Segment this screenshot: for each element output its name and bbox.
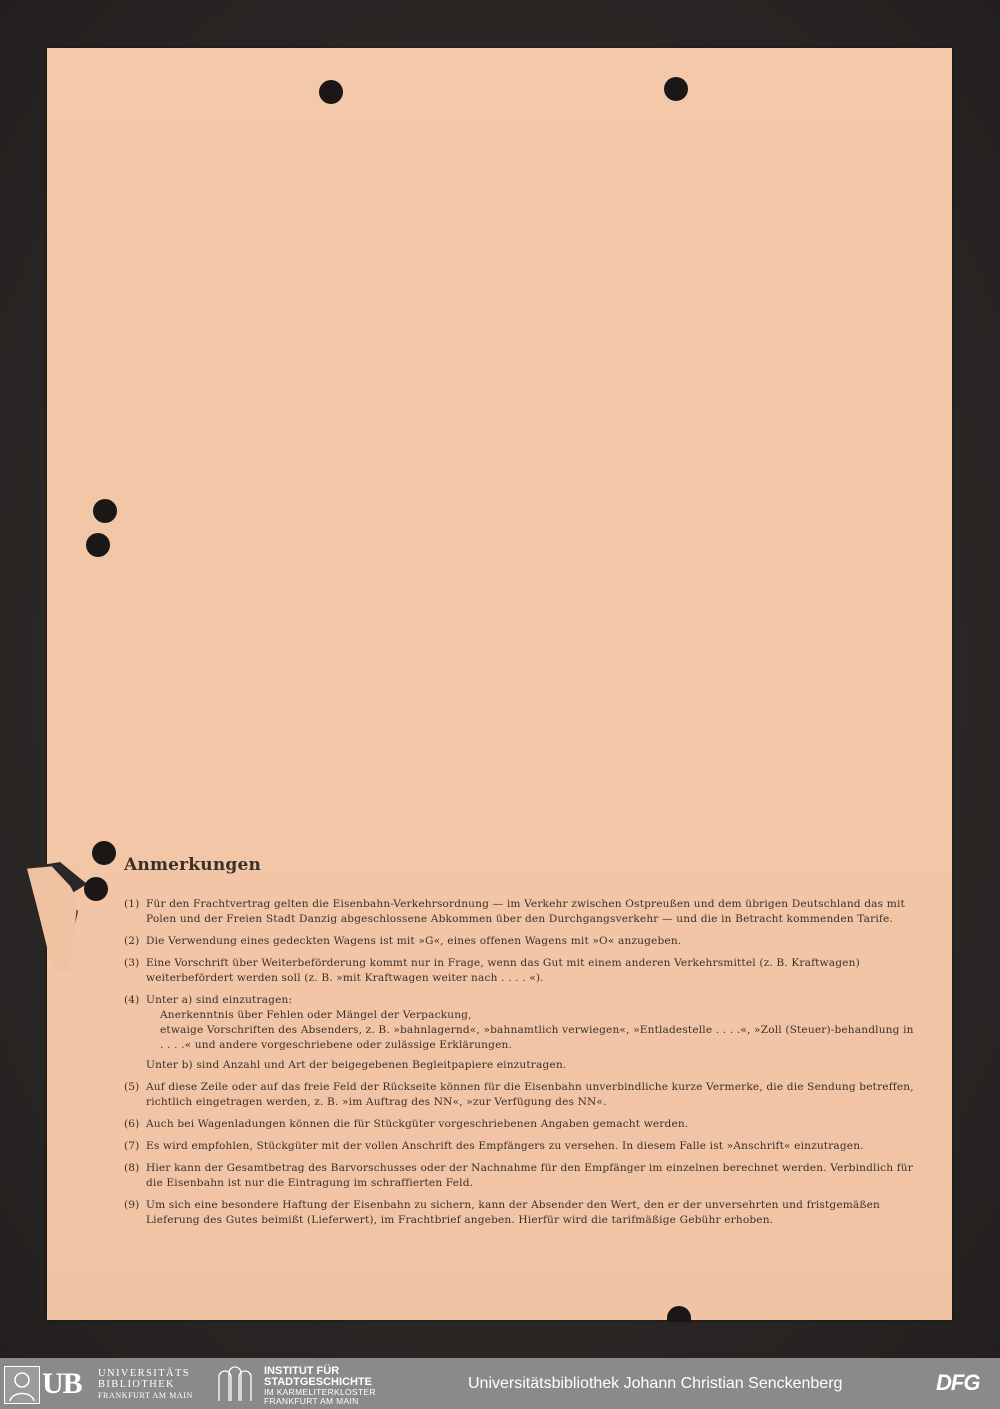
note-number: (6) — [124, 1118, 140, 1130]
note-text: Auch bei Wagenladungen können die für Stückgüter vorgeschriebenen Angaben gemacht werden. — [146, 1118, 689, 1130]
note-9 — [124, 1198, 914, 1228]
isg-arches-logo-icon[interactable] — [215, 1365, 255, 1403]
note-8 — [124, 1161, 914, 1191]
library-title[interactable]: Universitätsbibliothek Johann Christian Senckenberg — [468, 1375, 843, 1392]
punch-hole-left-4 — [84, 877, 108, 901]
dfg-logo[interactable]: DFG — [936, 1370, 980, 1395]
ub-line: UNIVERSITÄTS — [98, 1368, 191, 1379]
footer-bar — [0, 1358, 1000, 1409]
notes-heading: Anmerkungen — [124, 855, 262, 875]
note-text: Unter a) sind einzutragen: — [146, 994, 293, 1006]
note-number: (8) — [124, 1162, 140, 1174]
punch-hole-left-3 — [92, 841, 116, 865]
isg-line: FRANKFURT AM MAIN — [264, 1396, 359, 1406]
note-subline: Anerkenntnis über Fehlen oder Mängel der Verpackung, — [160, 1009, 472, 1021]
isg-line: STADTGESCHICHTE — [264, 1376, 372, 1388]
punch-hole-left-1 — [93, 499, 117, 523]
isg-name[interactable] — [264, 1366, 376, 1406]
note-number: (7) — [124, 1140, 140, 1152]
ub-line: FRANKFURT AM MAIN — [98, 1391, 193, 1400]
note-5 — [124, 1080, 914, 1110]
note-number: (2) — [124, 935, 140, 947]
note-number: (3) — [124, 957, 140, 969]
note-number: (4) — [124, 994, 140, 1006]
isg-line: IM KARMELITERKLOSTER — [264, 1387, 376, 1397]
note-text: Um sich eine besondere Haftung der Eisenbahn zu sichern, kann der Absender den Wert, den er der unversehrten und fristgemäßen Lieferung des Gutes beimißt (Lieferwert), im Frachtbrief angeben. Hierfür wird die tarifmäßige Gebühr erhoben. — [146, 1199, 881, 1226]
note-text: Für den Frachtvertrag gelten die Eisenbahn-Verkehrsordnung — im Verkehr zwischen Ostpreußen und dem übrigen Deutschland das mit Polen und der Freien Stadt Danzig abgeschlossene Abkommen über den Durchgangsverkehr — und die in Betracht kommenden Tarife. — [146, 898, 905, 925]
ub-name[interactable] — [98, 1368, 193, 1401]
note-text: Die Verwendung eines gedeckten Wagens ist mit »G«, eines offenen Wagens mit »O« anzugeben. — [146, 935, 682, 947]
punch-hole-left-2 — [86, 533, 110, 557]
ub-logo-letters[interactable]: UB — [42, 1367, 82, 1400]
note-extra: Unter b) sind Anzahl und Art der beigegebenen Begleitpapiere einzutragen. — [146, 1059, 567, 1071]
note-number: (1) — [124, 898, 140, 910]
ub-portrait-logo-icon[interactable] — [4, 1366, 40, 1404]
note-text: Hier kann der Gesamtbetrag des Barvorschusses oder der Nachnahme für den Empfänger im einzelnen berechnet werden. Verbindlich für die Eisenbahn ist nur die Eintragung im schraffierten Feld. — [146, 1162, 913, 1189]
note-text: Es wird empfohlen, Stückgüter mit der vollen Anschrift des Empfängers zu versehen. In diesem Falle ist »Anschrift« einzutragen. — [146, 1140, 864, 1152]
note-number: (5) — [124, 1081, 140, 1093]
ub-line: BIBLIOTHEK — [98, 1379, 175, 1390]
note-6 — [124, 1117, 914, 1132]
note-2 — [124, 934, 914, 949]
punch-hole-top-left — [319, 80, 343, 104]
note-7 — [124, 1139, 914, 1154]
note-text: Auf diese Zeile oder auf das freie Feld der Rückseite können für die Eisenbahn unverbindliche kurze Vermerke, die die Sendung betreffen, richtlich eingetragen werden, z. B. »im Auftrag des NN«, »zur Verfügung des NN«. — [146, 1081, 914, 1108]
punch-hole-top-right — [664, 77, 688, 101]
note-3 — [124, 956, 914, 986]
isg-line: INSTITUT FÜR — [264, 1365, 340, 1377]
note-number: (9) — [124, 1199, 140, 1211]
note-subline: etwaige Vorschriften des Absenders, z. B. »bahnlagernd«, »bahnamtlich verwiegen«, »Entladestelle . . . .«, »Zoll (Steuer)-behandlung in . . . .« und andere vorgeschriebene oder zulässige Erklärungen. — [160, 1024, 914, 1051]
note-1 — [124, 897, 914, 927]
notes-section — [124, 855, 914, 1235]
note-text: Eine Vorschrift über Weiterbeförderung kommt nur in Frage, wenn das Gut mit einem anderen Verkehrsmittel (z. B. Kraftwagen) weiterbefördert werden soll (z. B. »mit Kraftwagen weiter nach . . . . «). — [146, 957, 860, 984]
note-4 — [124, 993, 914, 1073]
